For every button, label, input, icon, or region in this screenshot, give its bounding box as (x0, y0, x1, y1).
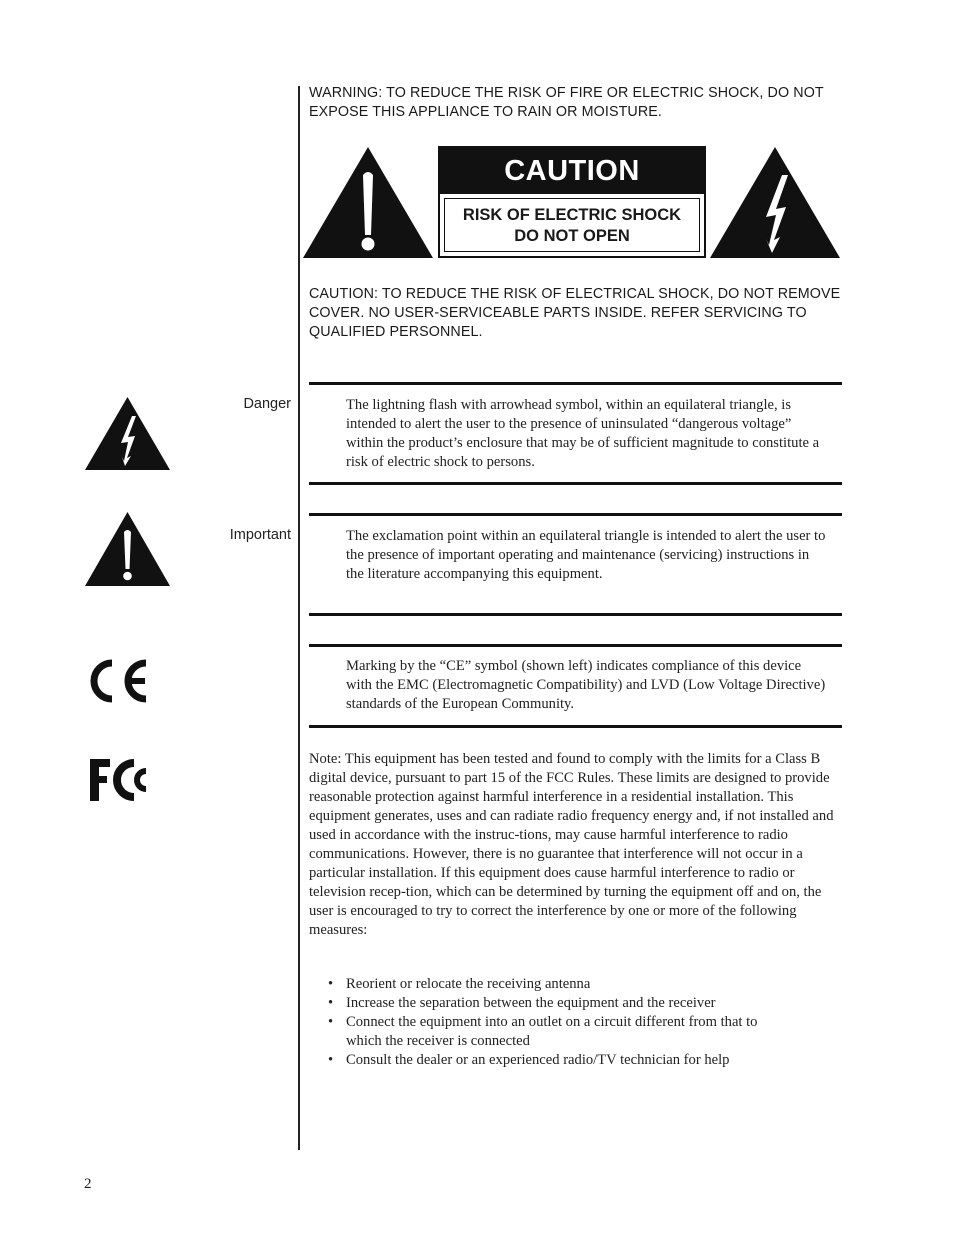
list-item: • Connect the equipment into an outlet on a circuit different from that to which the receiver is connected (328, 1014, 758, 1049)
page-number: 2 (84, 1176, 92, 1192)
caution-title: CAUTION (440, 148, 704, 194)
warning-text: WARNING: TO REDUCE THE RISK OF FIRE OR ELECTRIC SHOCK, DO NOT EXPOSE THIS APPLIANCE TO RAIN OR MOISTURE. (309, 85, 824, 120)
list-item: • Consult the dealer or an experienced radio/TV technician for help (328, 1052, 730, 1068)
bullet-glyph: • (328, 1052, 334, 1068)
exclamation-triangle-icon (301, 145, 435, 260)
ce-description: Marking by the “CE” symbol (shown left) indicates compliance of this device with the EMC (Electromagnetic Compatibility) and LVD (Low Voltage Directive) standards of the European Community. (346, 658, 826, 712)
bullet-glyph: • (328, 1014, 334, 1030)
section-rule-top-ce (309, 644, 842, 647)
fcc-logo-icon (88, 757, 156, 803)
exclamation-triangle-icon (84, 511, 171, 587)
fcc-measures-list (328, 975, 848, 1070)
danger-description: The lightning flash with arrowhead symbol, within an equilateral triangle, is intended to alert the user to the presence of uninsulated “dangerous voltage” within the product’s enclosure that may be of sufficient magnitude to constitute a risk of electric shock to persons. (346, 397, 820, 470)
caution-inner-frame (444, 198, 700, 252)
danger-label: Danger (243, 396, 291, 412)
bullet-glyph: • (328, 995, 334, 1011)
ce-mark-icon (84, 658, 150, 704)
important-description: The exclamation point within an equilateral triangle is intended to alert the user to the presence of important operating and maintenance (servicing) instructions in the literature accompanying this equipment. (346, 528, 826, 582)
section-rule-top-important (309, 513, 842, 516)
caution-line-1: RISK OF ELECTRIC SHOCK (462, 206, 682, 224)
section-rule-bottom-ce (309, 725, 842, 728)
caution-line-2: DO NOT OPEN (514, 227, 630, 245)
lightning-triangle-icon (708, 145, 842, 260)
caution-text: CAUTION: TO REDUCE THE RISK OF ELECTRICAL SHOCK, DO NOT REMOVE COVER. NO USER-SERVICEABLE PARTS INSIDE. REFER SERVICING TO QUALIFIED PERSONNEL. (309, 286, 841, 340)
vertical-divider (298, 86, 300, 1150)
fcc-compliance-note: Note: This equipment has been tested and found to comply with the limits for a Class B digital device, pursuant to part 15 of the FCC Rules. These limits are designed to provide reasonable protection against harmful interference in a residential installation. This equipment generates, uses and can radiate radio frequency energy and, if not installed and used in accordance with the instruc-tions, may cause harmful interference to radio communications. However, there is no guarantee that interference will not occur in a particular installation. If this equipment does cause harmful interference to radio or television recep-tion, which can be determined by turning the equipment off and on, the user is encouraged to try to correct the interference by one or more of the following measures: (309, 751, 834, 938)
important-label: Important (229, 527, 291, 543)
caution-label (438, 146, 706, 258)
section-rule-top-danger (309, 382, 842, 385)
section-rule-bottom-danger (309, 482, 842, 485)
list-item: • Increase the separation between the equipment and the receiver (328, 995, 716, 1011)
list-item: • Reorient or relocate the receiving antenna (328, 976, 591, 992)
bullet-glyph: • (328, 976, 334, 992)
section-rule-bottom-important (309, 613, 842, 616)
